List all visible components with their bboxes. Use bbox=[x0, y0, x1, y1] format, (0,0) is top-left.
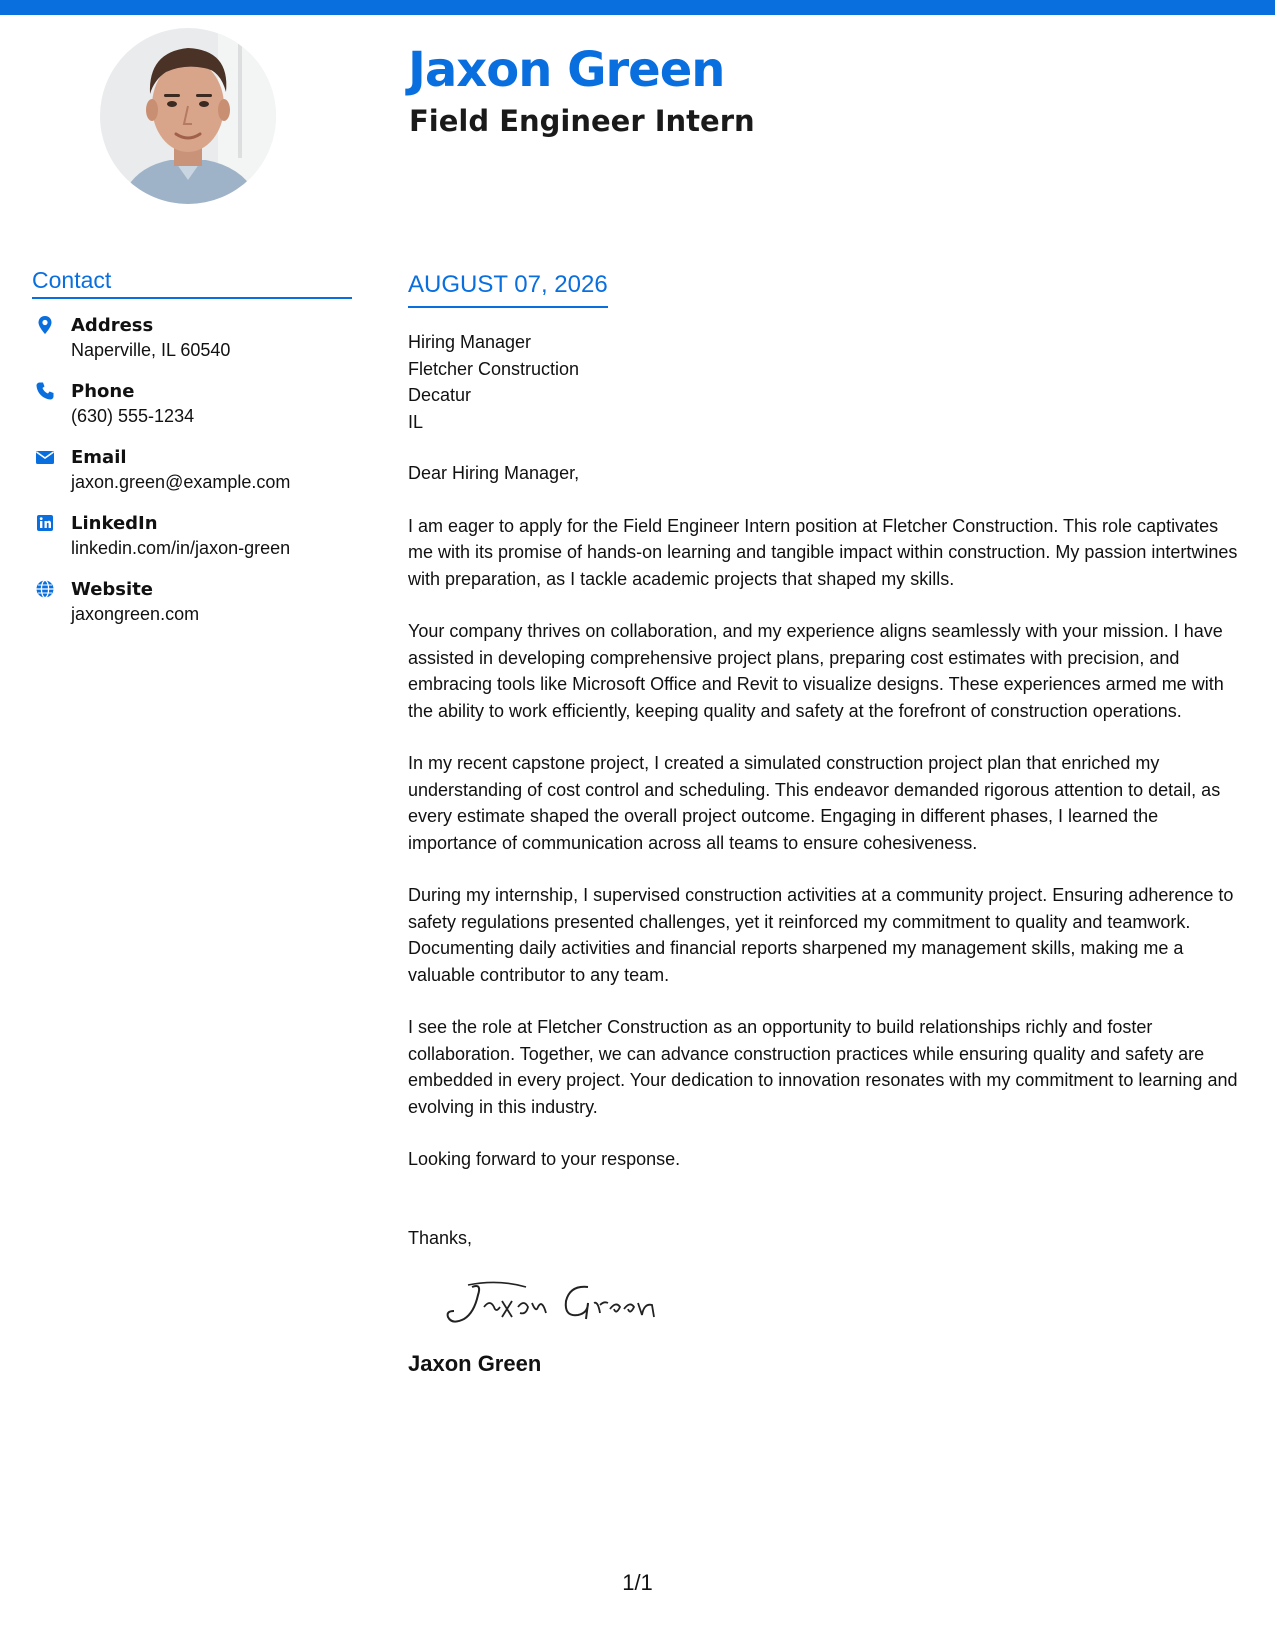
signer-name: Jaxon Green bbox=[408, 1351, 542, 1376]
recipient-block bbox=[408, 329, 1248, 435]
map-pin-icon bbox=[35, 315, 55, 335]
recipient-line: Hiring Manager bbox=[408, 332, 532, 352]
sign-off: Thanks, bbox=[408, 1227, 473, 1248]
page-number: 1/1 bbox=[622, 1570, 653, 1595]
recipient-line: IL bbox=[408, 411, 424, 432]
phone-icon bbox=[35, 381, 55, 401]
body-paragraph: Your company thrives on collaboration, and my experience aligns seamlessly with your mission. I have assisted in developing comprehensive project plans, preparing cost estimates with precision, and embracing tools like Microsoft Office and Revit to visualize designs. These experiences armed me with the ability to work efficiently, keeping quality and safety at the forefront of construction operations. bbox=[408, 621, 1224, 721]
email-value[interactable]: jaxon.green@example.com bbox=[71, 472, 291, 492]
contact-sidebar bbox=[32, 266, 352, 643]
contact-label: LinkedIn bbox=[71, 513, 158, 534]
website-value[interactable]: jaxongreen.com bbox=[71, 604, 200, 624]
contact-item-website bbox=[32, 577, 352, 627]
globe-icon bbox=[35, 579, 55, 599]
address-value: Naperville, IL 60540 bbox=[71, 340, 231, 360]
top-accent-bar bbox=[0, 0, 1275, 15]
contact-heading: Contact bbox=[32, 266, 352, 299]
body-paragraph: During my internship, I supervised construction activities at a community project. Ensuring adherence to safety regulations presented challenges, yet it reinforced my commitment to quality and teamwork. Documenting daily activities and financial reports sharpened my management skills, making me a valuable contributor to any team. bbox=[408, 885, 1234, 985]
job-title: Field Engineer Intern bbox=[409, 104, 755, 138]
contact-item-address bbox=[32, 313, 352, 363]
contact-item-linkedin bbox=[32, 511, 352, 561]
contact-label: Website bbox=[71, 579, 154, 600]
recipient-line: Decatur bbox=[408, 385, 472, 405]
contact-label: Address bbox=[71, 315, 154, 336]
linkedin-value[interactable]: linkedin.com/in/jaxon-green bbox=[71, 538, 291, 558]
contact-label: Email bbox=[71, 447, 127, 468]
envelope-icon bbox=[35, 447, 55, 467]
contact-item-phone bbox=[32, 379, 352, 429]
contact-label: Phone bbox=[71, 381, 135, 402]
recipient-line: Fletcher Construction bbox=[408, 358, 580, 379]
applicant-name: Jaxon Green bbox=[408, 42, 725, 98]
letter-date: AUGUST 07, 2026 bbox=[408, 270, 608, 308]
linkedin-icon bbox=[35, 513, 55, 533]
profile-photo bbox=[100, 28, 276, 204]
salutation: Dear Hiring Manager, bbox=[408, 463, 580, 483]
phone-value: (630) 555-1234 bbox=[71, 406, 195, 426]
contact-item-email bbox=[32, 445, 352, 495]
closing-line: Looking forward to your response. bbox=[408, 1149, 681, 1169]
body-paragraph: In my recent capstone project, I created a simulated construction project plan that enriched my understanding of cost control and scheduling. This endeavor demanded rigorous attention to detail, as every estimate shaped the overall project outcome. Engaging in different phases, I learned the importance of communication across all teams to ensure cohesiveness. bbox=[408, 753, 1221, 853]
body-paragraph: I am eager to apply for the Field Engineer Intern position at Fletcher Construction. This role captivates me with its promise of hands-on learning and tangible impact within construction. My passion intertwines with preparation, as I tackle academic projects that shaped my skills. bbox=[408, 515, 1238, 589]
handwritten-signature bbox=[438, 1273, 678, 1333]
body-paragraph: I see the role at Fletcher Construction as an opportunity to build relationships richly and foster collaboration. Together, we can advance construction practices while ensuring quality and safety are embedded in every project. Your dedication to innovation resonates with my commitment to learning and evolving in this industry. bbox=[408, 1017, 1238, 1117]
letter-body bbox=[408, 270, 1248, 1379]
